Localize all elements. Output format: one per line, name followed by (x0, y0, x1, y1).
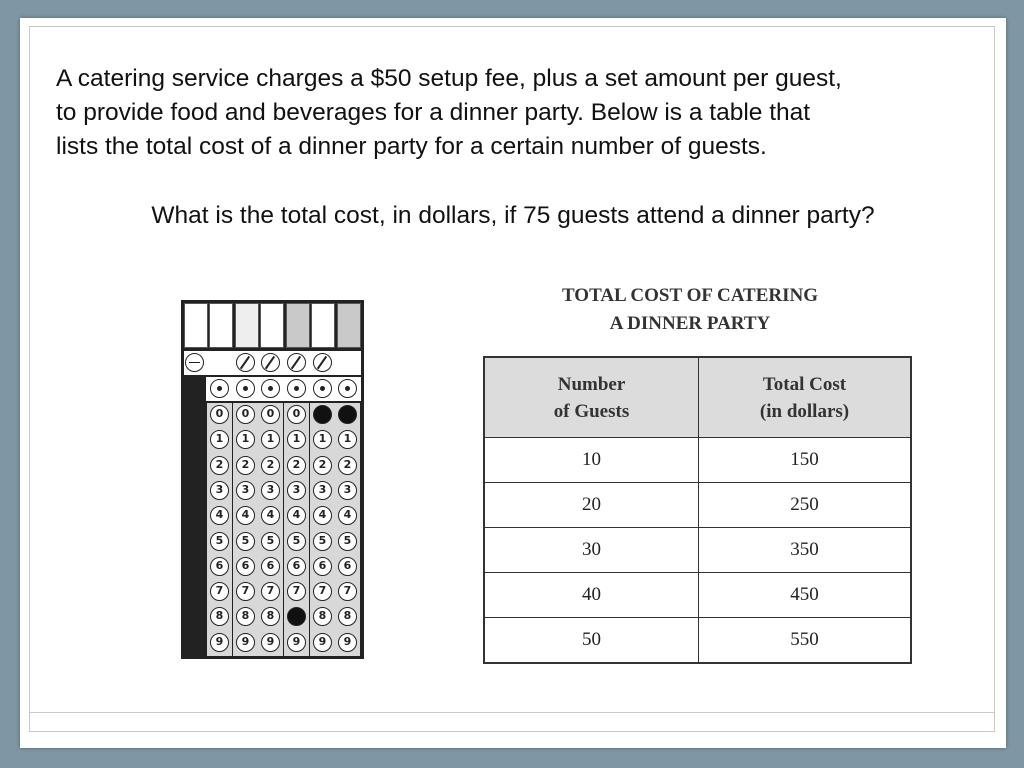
digit-bubble-1[interactable]: 1 (210, 430, 229, 449)
digit-bubble-9[interactable]: 9 (338, 633, 357, 652)
digit-bubble-9[interactable]: 9 (261, 633, 280, 652)
digit-bubble-4[interactable]: 4 (261, 506, 280, 525)
question-text: What is the total cost, in dollars, if 75 guests attend a dinner party? (151, 202, 875, 229)
digit-bubble-1[interactable]: 1 (338, 430, 357, 449)
digit-bubble-0[interactable]: 0 (236, 405, 255, 424)
digit-bubble-3[interactable]: 3 (338, 481, 357, 500)
digit-bubble-6[interactable]: 6 (261, 557, 280, 576)
digit-bubble-8[interactable]: 8 (338, 607, 357, 626)
decimal-point-bubble[interactable] (210, 379, 229, 398)
fraction-bar-bubble[interactable] (313, 353, 332, 372)
cell-cost: 550 (699, 618, 912, 664)
digit-bubble-9[interactable]: 9 (210, 633, 229, 652)
digit-bubble-1[interactable]: 1 (261, 430, 280, 449)
table-title-line-1: TOTAL COST OF CATERING (561, 285, 819, 306)
digit-bubble-5[interactable]: 5 (261, 532, 280, 551)
digit-bubble-5[interactable]: 5 (236, 532, 255, 551)
table-title (490, 282, 890, 338)
digit-bubble-5[interactable]: 5 (338, 532, 357, 551)
fraction-bar-bubble[interactable] (261, 353, 280, 372)
digit-bubble-2[interactable]: 2 (261, 456, 280, 475)
negative-sign-bubble[interactable] (185, 353, 204, 372)
digit-bubble-9[interactable]: 9 (287, 633, 306, 652)
table-row (484, 528, 911, 573)
digit-bubble-7[interactable]: 7 (236, 582, 255, 601)
digit-bubble-5[interactable]: 5 (210, 532, 229, 551)
digit-bubble-7[interactable]: 7 (261, 582, 280, 601)
answer-write-box[interactable] (311, 303, 335, 348)
decimal-point-bubble[interactable] (287, 379, 306, 398)
digit-bubble-2[interactable]: 2 (313, 456, 332, 475)
answer-write-box[interactable] (184, 303, 208, 348)
cost-table (483, 356, 912, 664)
problem-line-2: to provide food and beverages for a dinner party. Below is a table that (56, 99, 811, 126)
digit-bubble-4[interactable]: 4 (287, 506, 306, 525)
cell-guests: 20 (484, 483, 699, 528)
digit-bubble-8[interactable]: 8 (236, 607, 255, 626)
digit-bubble-6[interactable]: 6 (338, 557, 357, 576)
problem-line-3: lists the total cost of a dinner party for a certain number of guests. (56, 133, 767, 160)
answer-write-box[interactable] (337, 303, 361, 348)
digit-bubble-3[interactable]: 3 (210, 481, 229, 500)
digit-bubble-5[interactable]: 5 (313, 532, 332, 551)
digit-bubble-2[interactable]: 2 (210, 456, 229, 475)
answer-write-box[interactable] (286, 303, 310, 348)
cell-guests: 50 (484, 618, 699, 664)
digit-bubble-3[interactable]: 3 (261, 481, 280, 500)
digit-bubble-7[interactable]: 7 (313, 582, 332, 601)
fraction-bar-bubble[interactable] (287, 353, 306, 372)
problem-line-1: A catering service charges a $50 setup fee, plus a set amount per guest, (56, 65, 842, 92)
digit-bubble-8[interactable]: 8 (313, 607, 332, 626)
digit-bubble-0[interactable]: 0 (313, 405, 332, 424)
cell-cost: 450 (699, 573, 912, 618)
decimal-point-bubble[interactable] (338, 379, 357, 398)
header-guests-line-2: of Guests (553, 400, 630, 422)
table-row (484, 573, 911, 618)
digit-bubble-1[interactable]: 1 (236, 430, 255, 449)
digit-bubble-4[interactable]: 4 (210, 506, 229, 525)
digit-bubble-3[interactable]: 3 (236, 481, 255, 500)
answer-write-box[interactable] (209, 303, 233, 348)
decimal-point-bubble[interactable] (236, 379, 255, 398)
digit-bubble-8[interactable]: 8 (287, 607, 306, 626)
digit-bubble-0[interactable]: 0 (287, 405, 306, 424)
footer-divider (29, 712, 995, 713)
digit-bubble-9[interactable]: 9 (313, 633, 332, 652)
digit-bubble-1[interactable]: 1 (313, 430, 332, 449)
decimal-point-bubble[interactable] (261, 379, 280, 398)
digit-bubble-3[interactable]: 3 (287, 481, 306, 500)
digit-bubble-6[interactable]: 6 (210, 557, 229, 576)
table-row (484, 618, 911, 664)
answer-write-box[interactable] (235, 303, 259, 348)
digit-bubble-8[interactable]: 8 (261, 607, 280, 626)
header-guests-line-1: Number (557, 373, 626, 395)
slide (20, 18, 1006, 748)
cell-cost: 150 (699, 438, 912, 483)
header-cost (699, 357, 912, 438)
digit-bubble-5[interactable]: 5 (287, 532, 306, 551)
header-guests (484, 357, 699, 438)
answer-grid (181, 300, 364, 659)
digit-bubble-2[interactable]: 2 (338, 456, 357, 475)
digit-bubble-2[interactable]: 2 (236, 456, 255, 475)
digit-bubble-4[interactable]: 4 (236, 506, 255, 525)
digit-bubble-7[interactable]: 7 (338, 582, 357, 601)
table-header-row (484, 357, 911, 438)
cell-cost: 250 (699, 483, 912, 528)
digit-bubble-0[interactable]: 0 (338, 405, 357, 424)
digit-bubble-8[interactable]: 8 (210, 607, 229, 626)
header-cost-line-2: (in dollars) (759, 400, 850, 422)
digit-bubble-7[interactable]: 7 (287, 582, 306, 601)
digit-bubble-1[interactable]: 1 (287, 430, 306, 449)
fraction-bar-bubble[interactable] (236, 353, 255, 372)
cell-guests: 40 (484, 573, 699, 618)
digit-bubble-0[interactable]: 0 (261, 405, 280, 424)
problem-text (56, 62, 986, 164)
digit-bubble-4[interactable]: 4 (313, 506, 332, 525)
table-row (484, 438, 911, 483)
digit-bubble-7[interactable]: 7 (210, 582, 229, 601)
digit-bubble-9[interactable]: 9 (236, 633, 255, 652)
digit-bubble-0[interactable]: 0 (210, 405, 229, 424)
table-row (484, 483, 911, 528)
cell-guests: 10 (484, 438, 699, 483)
digit-bubble-3[interactable]: 3 (313, 481, 332, 500)
header-cost-line-1: Total Cost (762, 373, 847, 395)
decimal-point-bubble[interactable] (313, 379, 332, 398)
digit-bubble-2[interactable]: 2 (287, 456, 306, 475)
digit-bubble-6[interactable]: 6 (236, 557, 255, 576)
table-title-line-2: A DINNER PARTY (609, 313, 771, 334)
cell-cost: 350 (699, 528, 912, 573)
digit-bubble-4[interactable]: 4 (338, 506, 357, 525)
digit-bubble-6[interactable]: 6 (287, 557, 306, 576)
cell-guests: 30 (484, 528, 699, 573)
digit-bubble-6[interactable]: 6 (313, 557, 332, 576)
answer-write-box[interactable] (260, 303, 284, 348)
